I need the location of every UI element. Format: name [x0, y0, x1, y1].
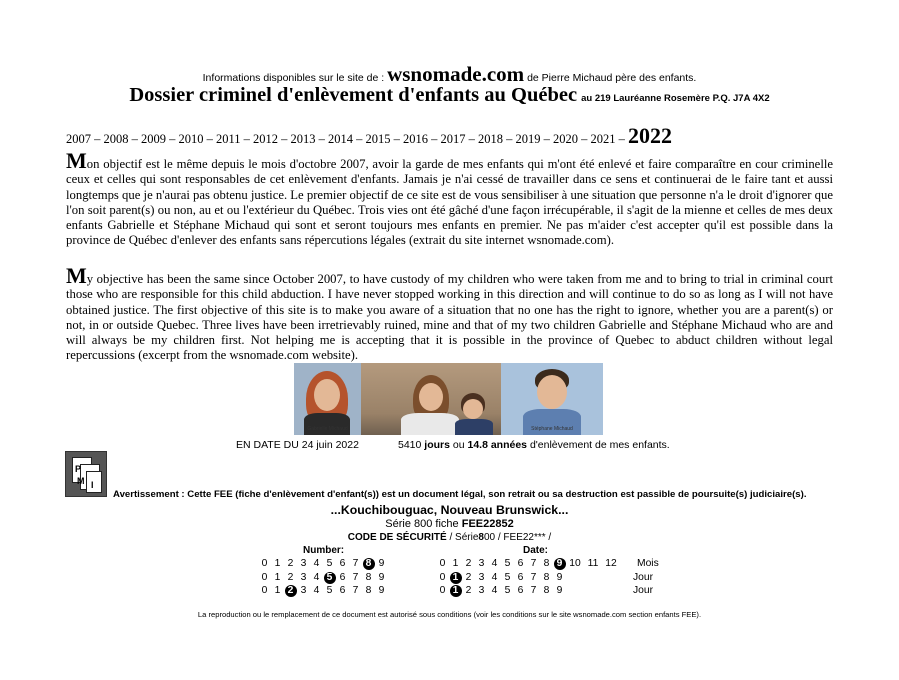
intro-text: Informations disponibles sur le site de :	[202, 72, 385, 84]
duration-tail: d'enlèvement de mes enfants.	[529, 439, 670, 451]
security-sep: /	[449, 532, 453, 543]
digit: 0	[261, 571, 268, 583]
photo-label-gabrielle: Gabrielle Michaud	[307, 426, 348, 432]
digit: 3	[300, 585, 307, 596]
digit: 2	[465, 558, 472, 569]
digit: 8	[365, 585, 372, 596]
date-unit-label: Jour	[633, 571, 654, 583]
digit: 12	[605, 558, 617, 569]
security-serie-rest: 00 / FEE22*** /	[483, 532, 552, 543]
number-row	[258, 572, 388, 584]
digit: 4	[313, 558, 320, 569]
current-year: 2022	[628, 123, 673, 148]
paragraph-english	[66, 263, 833, 364]
selected-digit: 2	[285, 585, 297, 597]
digit: 4	[491, 558, 498, 569]
serie-line	[0, 518, 899, 530]
security-serie-bold: 8	[478, 532, 484, 543]
selected-digit: 1	[450, 572, 462, 584]
date-row	[436, 585, 566, 597]
photo-label-stephane: Stéphane Michaud	[531, 426, 573, 432]
digit: 6	[517, 571, 524, 583]
location-text: ...Kouchibouguac, Nouveau Brunswick...	[330, 503, 569, 517]
digit: 11	[587, 558, 599, 569]
page-title: Dossier criminel d'enlèvement d'enfants au Québec	[129, 84, 578, 106]
digit: 10	[569, 558, 581, 569]
digit: 1	[274, 558, 281, 569]
digit: 5	[326, 558, 333, 569]
children-photo	[294, 363, 603, 435]
digit: 7	[352, 585, 359, 596]
address-text: au 219 Lauréanne Rosemère P.Q. J7A 4X2	[581, 93, 770, 104]
digit: 5	[504, 571, 511, 583]
digit: 8	[543, 585, 550, 596]
digit: 0	[261, 585, 268, 596]
digit: 3	[478, 571, 485, 583]
date-row	[436, 572, 566, 584]
years-count: 14.8 années	[467, 439, 528, 451]
site-name: wsnomade.com	[387, 62, 525, 86]
digit: 3	[478, 558, 485, 569]
digit: 1	[274, 585, 281, 596]
days-word: jours	[424, 439, 450, 451]
digit: 6	[339, 585, 346, 596]
digit: 8	[543, 571, 550, 583]
drop-cap: M	[66, 148, 87, 173]
digit: 6	[517, 558, 524, 569]
date-label-grid: Date:	[523, 545, 549, 556]
years-list: 2007 – 2008 – 2009 – 2010 – 2011 – 2012 – 2013 – 2014 – 2015 – 2016 – 2017 – 2018 – 2019 – 2020 – 2021 –	[66, 132, 625, 146]
photo-group	[361, 363, 501, 435]
digit: 9	[556, 571, 563, 583]
digit: 8	[543, 558, 550, 569]
digit: 9	[556, 585, 563, 596]
digit: 2	[465, 585, 472, 596]
paragraph-french-text: on objectif est le même depuis le mois d'octobre 2007, avoir la garde de mes enfants qui m'ont été enlevé et faire comparaître en cour criminelle ceux et celles qui sont responsables de cet enlèvement d'enfants. Jamais je n'ai cessé de travailler dans ce sens et continuerai de le faire tant et aussi longtemps que je n'aurai pas obtenu justice. Le premier objectif de ce site est de vous sensibiliser à une situation que personne n'a le droit d'ignorer que l'on soit parent(s) ou non, au et ou l'extérieur du Québec. Trois vies ont été gâché d'une façon irrécupérable, il s'agit de la mienne et celles de mes deux enfants Gabrielle et Stéphane Michaud qui sont et seront toujours mes enfants en premier. Ne pas m'aider c'est accepter qu'il est possible dans la province de Québec d'enlever des enfants sans répercutions légales (extrait du site internet wsnomade.com).	[66, 157, 833, 248]
digit: 5	[326, 585, 333, 596]
number-label: Number:	[303, 545, 345, 556]
digit: 9	[378, 585, 385, 596]
abduction-duration	[398, 439, 670, 451]
digit: 7	[530, 585, 537, 596]
selected-digit: 8	[363, 558, 375, 570]
serie-prefix: Série 800 fiche	[385, 518, 459, 530]
serie-code: FEE22852	[461, 518, 514, 530]
digit: 4	[491, 585, 498, 596]
digit: 5	[504, 585, 511, 596]
digit: 1	[274, 571, 281, 583]
digit: 9	[378, 571, 385, 583]
digit: 7	[530, 571, 537, 583]
digit: 6	[339, 571, 346, 583]
drop-cap: M	[66, 263, 87, 288]
digit: 4	[313, 585, 320, 596]
author-text: de Pierre Michaud père des enfants.	[527, 72, 697, 84]
digit: 7	[352, 571, 359, 583]
digit: 0	[439, 558, 446, 569]
selected-digit: 1	[450, 585, 462, 597]
digit: 9	[378, 558, 385, 569]
date-unit-label: Jour	[633, 585, 654, 596]
paragraph-english-text: y objective has been the same since October 2007, to have custody of my children who were taken from me and to bring to trial in criminal court those who are responsible for this child abduction. I have never stopped working in this direction and will continue to do so as long as I will not have obtained justice. The first objective of this site is to make you aware of a situation that no one has the right to ignore, whether you are a parent(s) or not, in or outside Quebec. Three lives have been irretrievably ruined, mine and that of my two children Gabrielle and Stéphane Michaud who are and will always be my children first. Not helping me is accepting that it is possible in the province of Quebec to abduct children without legal repercussions (excerpt from the wsnomade.com website).	[66, 272, 833, 363]
digit: 4	[313, 571, 320, 583]
digit: 0	[261, 558, 268, 569]
date-unit-label: Mois	[637, 558, 659, 569]
security-label: CODE DE SÉCURITÉ	[347, 532, 447, 543]
security-code-line	[0, 532, 899, 543]
days-count: 5410	[398, 439, 422, 451]
photo-gabrielle	[294, 363, 361, 435]
or-word: ou	[452, 439, 465, 451]
digit: 3	[478, 585, 485, 596]
date-label: EN DATE DU 24 juin 2022	[236, 439, 359, 451]
digit: 2	[287, 571, 294, 583]
digit: 2	[287, 558, 294, 569]
digit: 0	[439, 585, 446, 596]
title-line	[0, 84, 899, 107]
selected-digit: 5	[324, 572, 336, 584]
pmi-document-icon: P M I	[65, 451, 107, 497]
digit: 5	[504, 558, 511, 569]
digit: 3	[300, 571, 307, 583]
digit: 1	[452, 558, 459, 569]
paragraph-french	[66, 148, 833, 249]
digit: 4	[491, 571, 498, 583]
digit: 2	[465, 571, 472, 583]
number-row	[258, 585, 388, 597]
digit: 0	[439, 571, 446, 583]
footer-note: La reproduction ou le remplacement de ce document est autorisé sous conditions (voir les conditions sur le site wsnomade.com section enfants FEE).	[197, 610, 702, 619]
security-serie-prefix: Série	[455, 532, 479, 543]
photo-stephane	[501, 363, 603, 435]
number-row	[258, 558, 388, 570]
digit: 8	[365, 571, 372, 583]
date-row	[436, 558, 620, 570]
digit: 7	[530, 558, 537, 569]
digit: 3	[300, 558, 307, 569]
digit: 6	[517, 585, 524, 596]
digit: 6	[339, 558, 346, 569]
selected-digit: 9	[554, 558, 566, 570]
warning-text: Avertissement : Cette FEE (fiche d'enlèvement d'enfant(s)) est un document légal, son retrait ou sa destruction est passible de poursuite(s) judiciaire(s).	[113, 489, 807, 500]
years-line	[66, 123, 672, 149]
digit: 7	[352, 558, 359, 569]
